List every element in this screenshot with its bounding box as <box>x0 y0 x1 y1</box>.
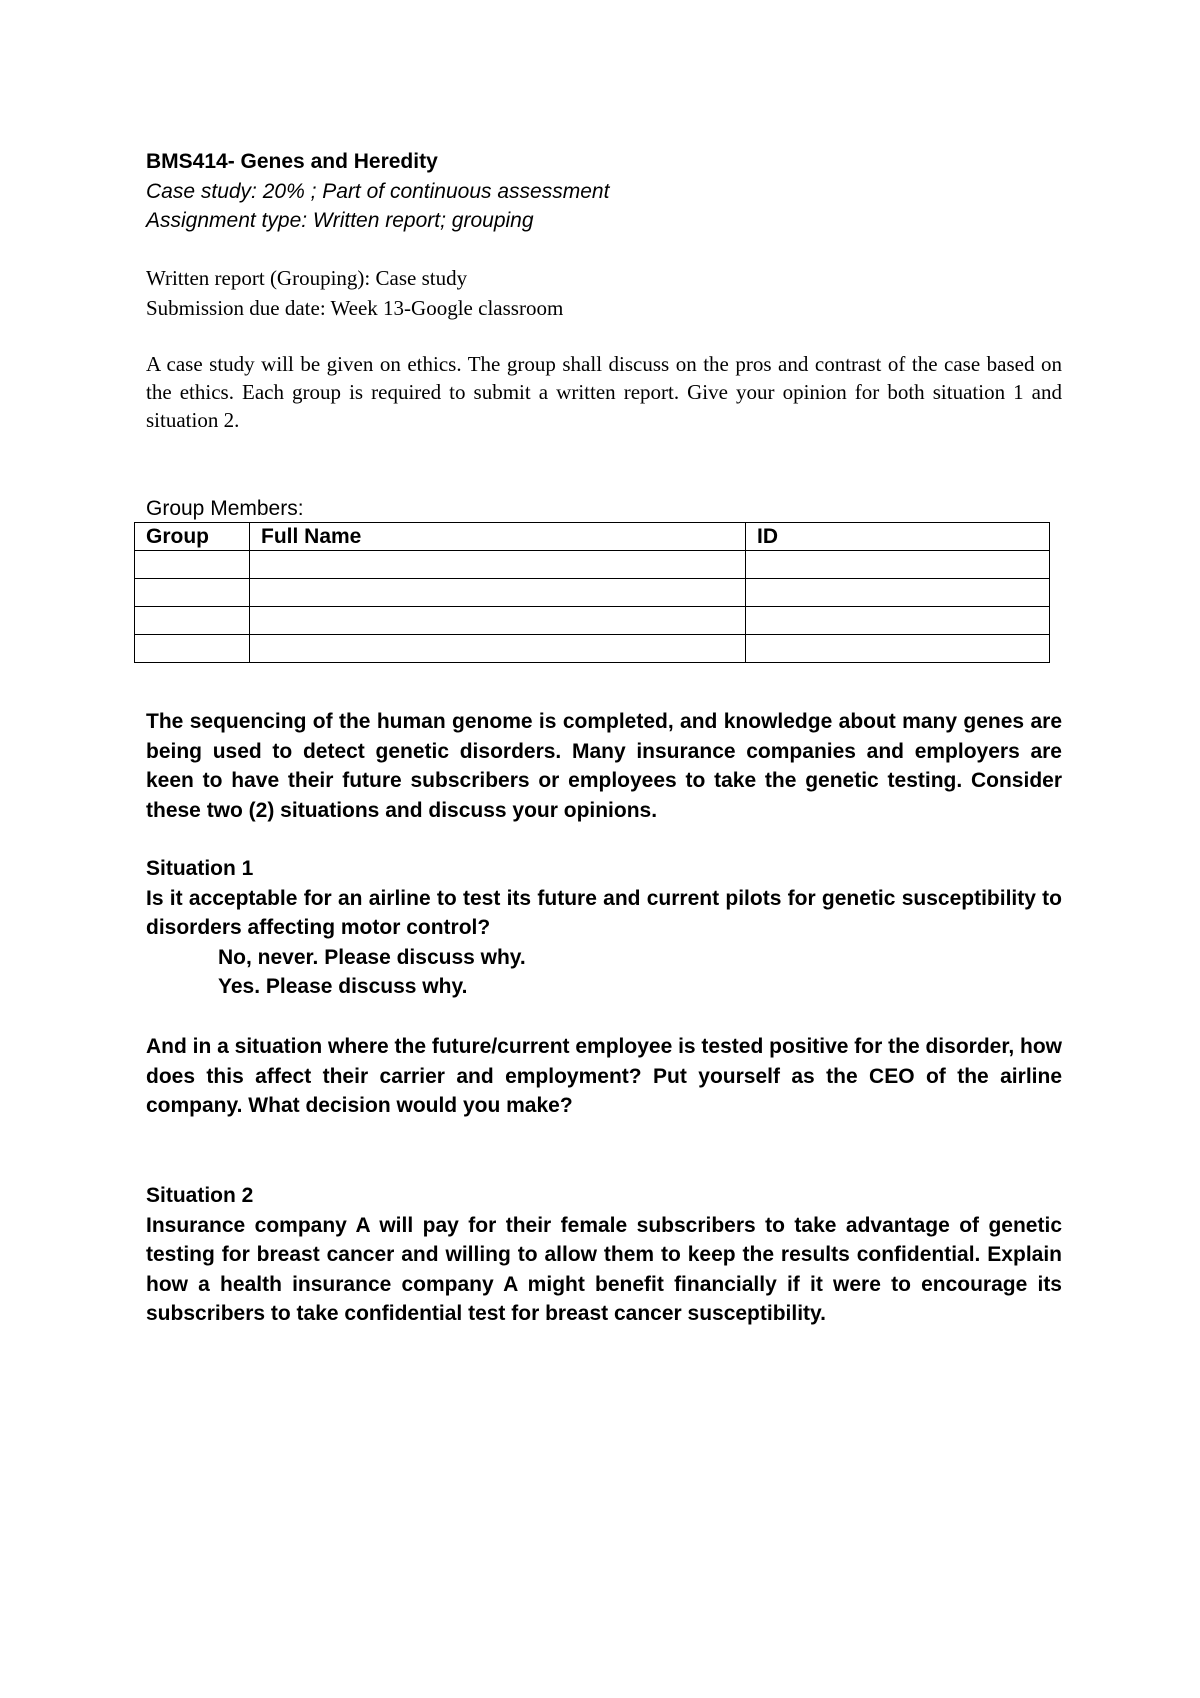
id-cell[interactable] <box>746 551 1050 579</box>
situation-2-section <box>146 1181 1062 1329</box>
assignment-type: Assignment type: Written report; grouping <box>146 209 534 232</box>
situation-1-follow-up: And in a situation where the future/current employee is tested positive for the disorder, how does this affect their carrier and employment? Put yourself as the CEO of the airline company. What decision would you make? <box>146 1035 1062 1117</box>
full-name-cell[interactable] <box>250 579 746 607</box>
full-name-cell[interactable] <box>250 607 746 635</box>
table-row <box>135 607 1050 635</box>
situation-1-section <box>146 854 1062 1002</box>
column-header-full-name: Full Name <box>250 523 746 551</box>
column-header-group: Group <box>135 523 250 551</box>
situation-2-text: Insurance company A will pay for their female subscribers to take advantage of genetic testing for breast cancer and willing to allow them to keep the results confidential. Explain how a health insurance company A might benefit financially if it were to encourage its subscribers to take confidential test for breast cancer susceptibility. <box>146 1213 1062 1325</box>
group-cell[interactable] <box>135 551 250 579</box>
course-title: BMS414- Genes and Heredity <box>146 150 438 173</box>
column-header-id: ID <box>746 523 1050 551</box>
full-name-cell[interactable] <box>250 551 746 579</box>
option-yes: Yes. Please discuss why. <box>218 975 468 998</box>
table-header-row <box>135 523 1050 551</box>
group-members-label: Group Members: <box>146 497 304 520</box>
group-cell[interactable] <box>135 579 250 607</box>
id-cell[interactable] <box>746 607 1050 635</box>
case-study-weight: Case study: 20% ; Part of continuous assessment <box>146 179 610 203</box>
situation-2-heading: Situation 2 <box>146 1184 254 1207</box>
table-row <box>135 551 1050 579</box>
group-members-table <box>134 522 1050 663</box>
id-cell[interactable] <box>746 635 1050 663</box>
report-type: Written report (Grouping): Case study <box>146 266 468 290</box>
option-no: No, never. Please discuss why. <box>218 945 526 969</box>
situation-1-question: Is it acceptable for an airline to test its future and current pilots for genetic susceptibility to disorders affecting motor control? <box>146 886 1062 939</box>
intro-paragraph: The sequencing of the human genome is completed, and knowledge about many genes are being used to detect genetic disorders. Many insurance companies and employers are keen to have their future subscribers or employees to take the genetic testing. Consider these two (2) situations and discuss your opinions. <box>146 710 1062 822</box>
group-cell[interactable] <box>135 607 250 635</box>
id-cell[interactable] <box>746 579 1050 607</box>
due-date: Submission due date: Week 13-Google classroom <box>146 295 564 320</box>
situation-1-heading: Situation 1 <box>146 857 254 880</box>
table-row <box>135 579 1050 607</box>
header-block <box>146 147 1062 236</box>
full-name-cell[interactable] <box>250 635 746 663</box>
table-row <box>135 635 1050 663</box>
group-cell[interactable] <box>135 635 250 663</box>
instructions-paragraph: A case study will be given on ethics. The group shall discuss on the pros and contrast of the case based on the ethics. Each group is required to submit a written report. Give your opinion for both situation 1 and situation 2. <box>146 352 1062 432</box>
report-info <box>146 264 1062 323</box>
